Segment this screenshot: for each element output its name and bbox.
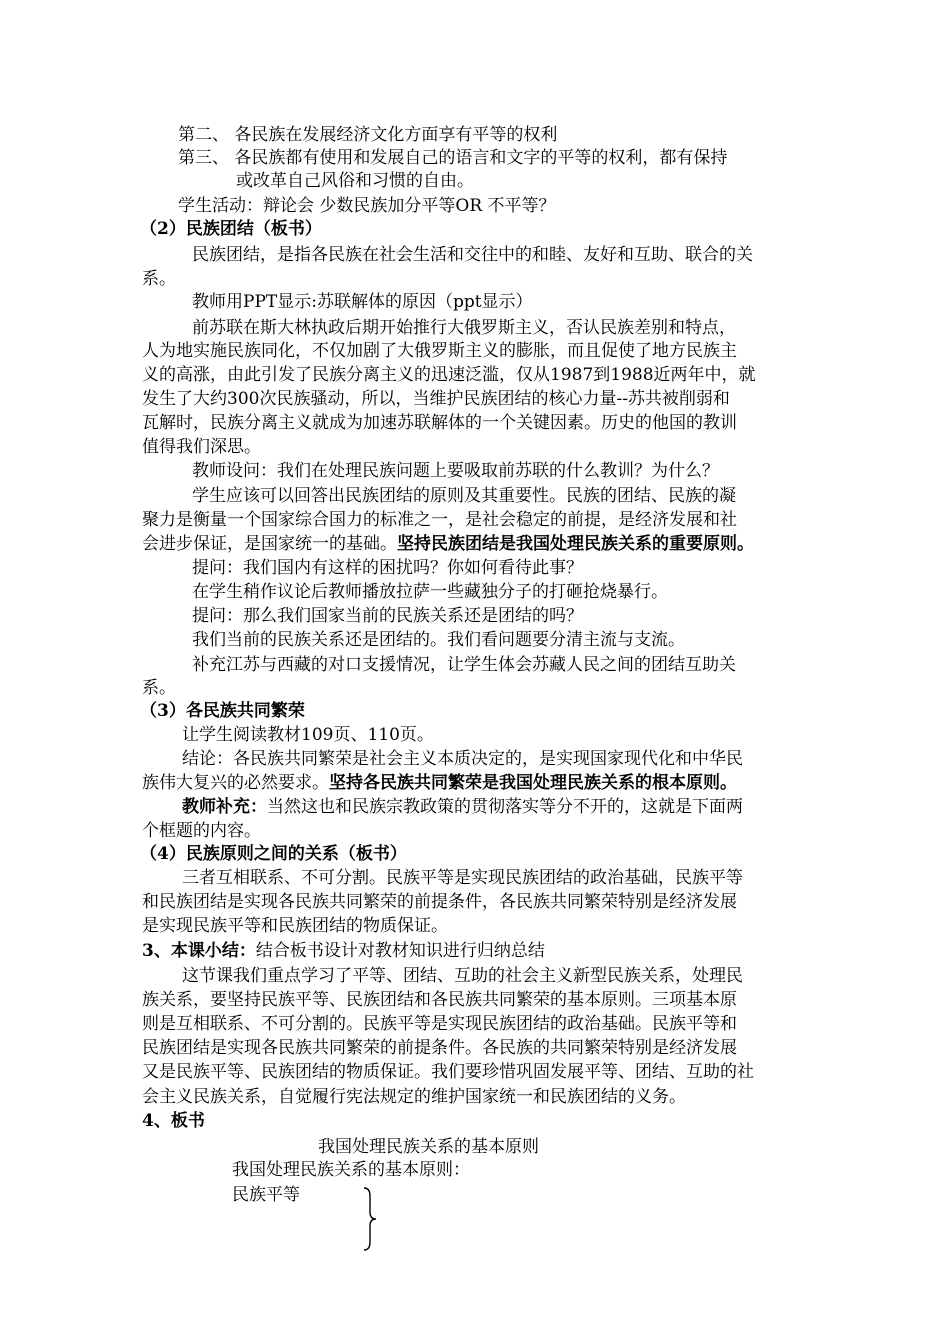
text-content: 聚力是衡量一个国家综合国力的标准之一，是社会稳定的前提，是经济发展和社 (142, 510, 737, 530)
text-line (182, 965, 743, 987)
text-content: 我们当前的民族关系还是团结的。我们看问题要分清主流与支流。 (192, 630, 685, 650)
text-content: 结论：各民族共同繁荣是社会主义本质决定的，是实现国家现代化和中华民 (182, 749, 743, 769)
text-line (192, 485, 736, 507)
text-line (142, 1037, 737, 1059)
text-line (140, 843, 407, 865)
text-content: 提问：我们国内有这样的困扰吗？你如何看待此事？ (192, 558, 583, 578)
text-content: 补充江苏与西藏的对口支援情况，让学生体会苏藏人民之间的团结互助关 (192, 655, 736, 675)
text-content: （2）民族团结（板书） (140, 219, 322, 239)
text-content: 瓦解时，民族分离主义就成为加速苏联解体的一个关键因素。历史的他国的教训 (142, 413, 737, 433)
text-content: 个框题的内容。 (142, 821, 261, 841)
text-line (142, 989, 737, 1011)
text-content: 会主义民族关系，自觉履行宪法规定的维护国家统一和民族团结的义务。 (142, 1087, 686, 1107)
text-line (192, 629, 685, 651)
text-line (192, 244, 753, 266)
text-line (142, 820, 261, 842)
text-content: 族伟大复兴的必然要求。 (142, 773, 329, 793)
text-line (142, 533, 754, 555)
text-line (192, 557, 583, 579)
bold-emphasis: 坚持各民族共同繁荣是我国处理民族关系的根本原则。 (329, 773, 737, 793)
text-content: 在学生稍作议论后教师播放拉萨一些藏独分子的打砸抢烧暴行。 (192, 582, 668, 602)
text-content: 和民族团结是实现各民族共同繁荣的前提条件，各民族共同繁荣特别是经济发展 (142, 892, 737, 912)
text-line (142, 891, 737, 913)
text-content: 系。 (142, 269, 176, 289)
text-line (142, 1086, 686, 1108)
text-content: 会进步保证，是国家统一的基础。 (142, 534, 397, 554)
text-content: 当然这也和民族宗教政策的贯彻落实等分不开的，这就是下面两 (267, 797, 743, 817)
text-line (178, 124, 557, 146)
text-content: （4）民族原则之间的关系（板书） (140, 844, 407, 864)
text-content: 第三、 各民族都有使用和发展自己的语言和文字的平等的权利，都有保持 (178, 148, 728, 168)
text-line (142, 772, 737, 794)
text-line (142, 1013, 737, 1035)
text-line (236, 170, 474, 192)
text-line (140, 218, 322, 240)
text-line (178, 195, 556, 217)
text-line (142, 364, 756, 386)
text-content: 民族团结，是指各民族在社会生活和交往中的和睦、友好和互助、联合的关 (192, 245, 753, 265)
text-content: 学生应该可以回答出民族团结的原则及其重要性。民族的团结、民族的凝 (192, 486, 736, 506)
text-line (232, 1184, 300, 1206)
text-content: 人为地实施民族同化，不仅加剧了大俄罗斯主义的膨胀，而且促使了地方民族主 (142, 341, 737, 361)
text-line (142, 340, 737, 362)
bold-label: 教师补充： (182, 797, 267, 817)
text-content: 我国处理民族关系的基本原则 (318, 1137, 539, 1157)
text-line (182, 748, 743, 770)
text-content: 值得我们深思。 (142, 437, 261, 457)
bold-label: 3、本课小结： (142, 941, 256, 961)
text-line (178, 147, 727, 169)
text-line (142, 436, 261, 458)
text-line (232, 1159, 470, 1181)
text-content: 4、板书 (142, 1111, 205, 1131)
text-content: 结合板书设计对教材知识进行归纳总结 (255, 941, 545, 961)
text-content: 族关系，要坚持民族平等、民族团结和各民族共同繁荣的基本原则。三项基本原 (142, 990, 737, 1010)
text-line (192, 317, 736, 339)
text-content: 则是互相联系、不可分割的。民族平等是实现民族团结的政治基础。民族平等和 (142, 1014, 737, 1034)
text-line (142, 940, 545, 962)
text-content: 民族团结是实现各民族共同繁荣的前提条件。各民族的共同繁荣特别是经济发展 (142, 1038, 737, 1058)
text-content: 系。 (142, 678, 176, 698)
text-line (142, 268, 176, 290)
text-line (182, 796, 743, 818)
text-content: 民族平等 (232, 1185, 300, 1205)
text-line (192, 581, 668, 603)
curly-brace-icon (360, 1186, 380, 1252)
text-line (142, 388, 730, 410)
bold-emphasis: 坚持民族团结是我国处理民族关系的重要原则。 (397, 534, 754, 554)
text-line (192, 654, 736, 676)
text-content: 是实现民族平等和民族团结的物质保证。 (142, 916, 448, 936)
text-line (140, 700, 305, 722)
text-content: 三者互相联系、不可分割。民族平等是实现民族团结的政治基础，民族平等 (182, 868, 743, 888)
text-line (318, 1136, 539, 1158)
text-content: 学生活动：辩论会 少数民族加分平等OR 不平等？ (178, 196, 556, 216)
text-line (182, 867, 743, 889)
text-line (192, 460, 719, 482)
text-content: 教师设问：我们在处理民族问题上要吸取前苏联的什么教训？为什么？ (192, 461, 719, 481)
text-line (192, 605, 583, 627)
text-content: 教师用PPT显示:苏联解体的原因（ppt显示） (192, 292, 533, 312)
text-line (142, 1061, 754, 1083)
text-content: 第二、 各民族在发展经济文化方面享有平等的权利 (178, 125, 558, 145)
text-content: 又是民族平等、民族团结的物质保证。我们要珍惜巩固发展平等、团结、互助的社 (142, 1062, 754, 1082)
text-line (142, 915, 448, 937)
text-content: 义的高涨，由此引发了民族分离主义的迅速泛滥，仅从1987到1988近两年中，就 (142, 365, 756, 385)
text-content: 让学生阅读教材109页、110页。 (182, 725, 434, 745)
text-line (142, 1110, 205, 1132)
text-content: 发生了大约300次民族骚动，所以，当维护民族团结的核心力量--苏共被削弱和 (142, 389, 730, 409)
text-content: 前苏联在斯大林执政后期开始推行大俄罗斯主义，否认民族差别和特点， (192, 318, 736, 338)
text-content: 我国处理民族关系的基本原则： (232, 1160, 470, 1180)
text-content: （3）各民族共同繁荣 (140, 701, 305, 721)
text-line (142, 509, 737, 531)
text-content: 或改革自己风俗和习惯的自由。 (236, 171, 474, 191)
text-line (192, 291, 533, 313)
text-content: 提问：那么我们国家当前的民族关系还是团结的吗？ (192, 606, 583, 626)
text-line (182, 724, 434, 746)
text-content: 这节课我们重点学习了平等、团结、互助的社会主义新型民族关系，处理民 (182, 966, 743, 986)
text-line (142, 412, 737, 434)
text-line (142, 677, 176, 699)
